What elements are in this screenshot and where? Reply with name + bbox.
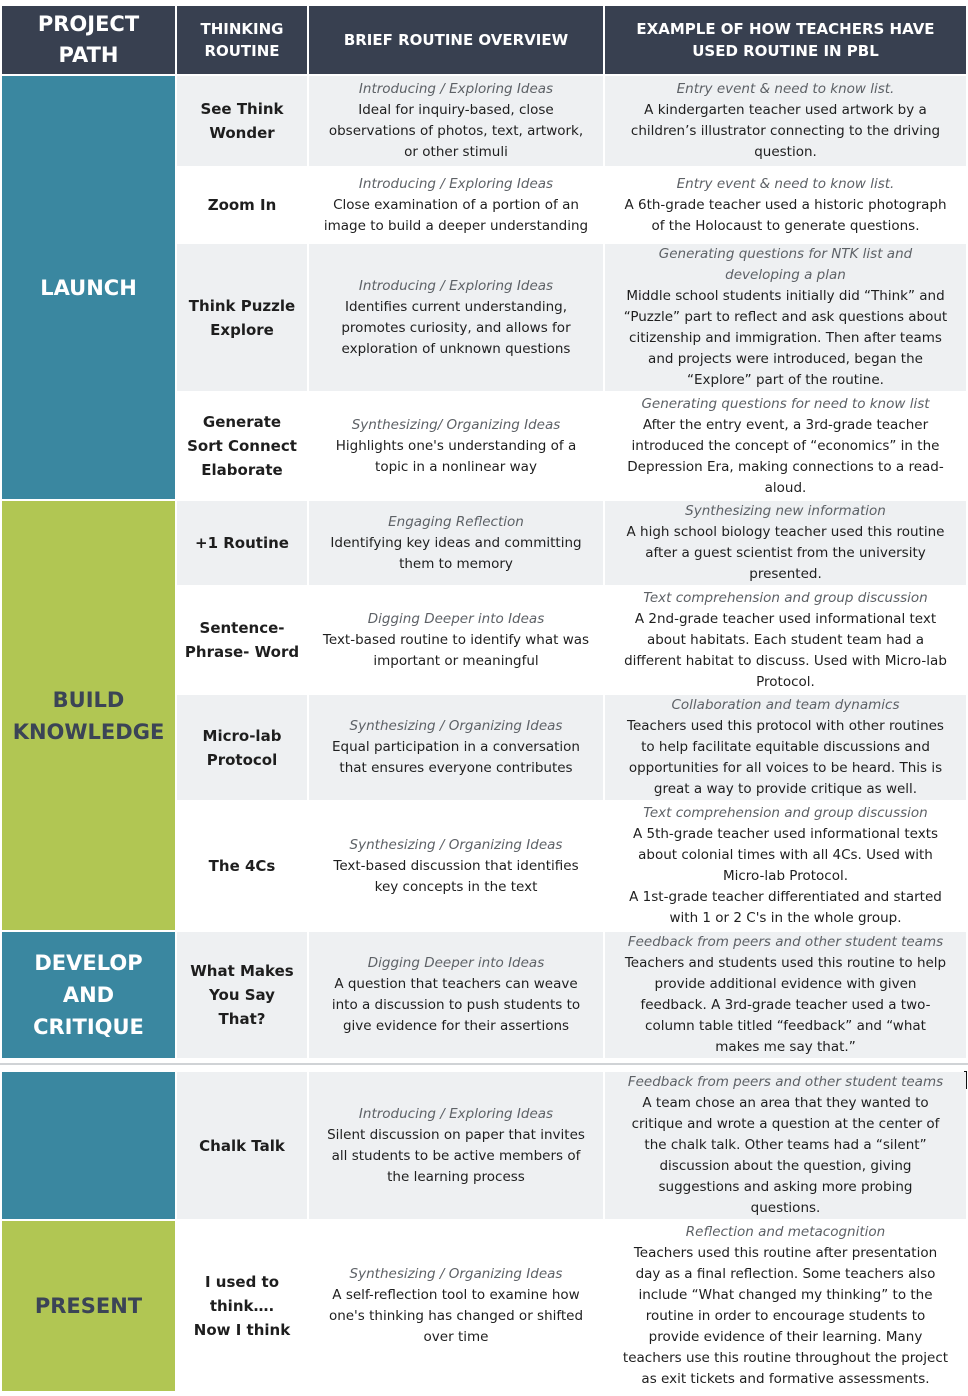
table-row bbox=[2, 1221, 966, 1391]
header-row bbox=[2, 6, 966, 74]
table-row bbox=[2, 1072, 966, 1219]
header-project-path: PROJECT PATH bbox=[2, 6, 175, 74]
routine-example: Entry event & need to know list. A 6th-grade teacher used a historic photograph of the Holocaust to generate questions. bbox=[605, 168, 966, 242]
routine-example: Feedback from peers and other student teams A team chose an area that they wanted to critique and wrote a question at the center of the chalk talk. Other teams had a “silent” discussion about the question, giving suggestions and asking more probing questions. bbox=[605, 1072, 966, 1219]
phase-present: PRESENT bbox=[2, 1221, 175, 1391]
routine-name: Chalk Talk bbox=[177, 1072, 307, 1219]
routine-name: Zoom In bbox=[177, 168, 307, 242]
routine-name: Sentence- Phrase- Word bbox=[177, 587, 307, 693]
pbl-routines-table-bottom bbox=[0, 1070, 968, 1393]
routine-example: Text comprehension and group discussion A 2nd-grade teacher used informational text about habitats. Each student team had a different habitat to discuss. Used with Micro-lab Protocol. bbox=[605, 587, 966, 693]
routine-name: Think Puzzle Explore bbox=[177, 244, 307, 391]
routine-name: Micro-lab Protocol bbox=[177, 695, 307, 800]
routine-example: Entry event & need to know list. A kindergarten teacher used artwork by a children’s illustrator connecting to the driving question. bbox=[605, 76, 966, 166]
routine-name: +1 Routine bbox=[177, 501, 307, 585]
routine-overview: Engaging Reflection Identifying key ideas and committing them to memory bbox=[309, 501, 603, 585]
routine-example: Feedback from peers and other student teams Teachers and students used this routine to help provide additional evidence with given feedback. A 3rd-grade teacher used a two- column table titled “feedback” and “what makes me say that.” bbox=[605, 932, 966, 1058]
routine-overview: Introducing / Exploring Ideas Silent discussion on paper that invites all students to be active members of the learning process bbox=[309, 1072, 603, 1219]
routine-overview: Synthesizing / Organizing Ideas A self-reflection tool to examine how one's thinking has changed or shifted over time bbox=[309, 1221, 603, 1391]
routine-overview: Introducing / Exploring Ideas Identifies current understanding, promotes curiosity, and allows for exploration of unknown questions bbox=[309, 244, 603, 391]
phase-launch: LAUNCH bbox=[2, 76, 175, 499]
page-break-divider bbox=[0, 1063, 968, 1065]
table-row bbox=[2, 76, 966, 166]
routine-name: I used to think…. Now I think bbox=[177, 1221, 307, 1391]
phase-present-continued bbox=[2, 1072, 175, 1219]
routine-example: Synthesizing new information A high school biology teacher used this routine after a guest scientist from the university presented. bbox=[605, 501, 966, 585]
routine-example: Generating questions for need to know list After the entry event, a 3rd-grade teacher introduced the concept of “economics” in the Depression Era, making connections to a read- aloud. bbox=[605, 393, 966, 499]
routine-overview: Digging Deeper into Ideas Text-based routine to identify what was important or meaningful bbox=[309, 587, 603, 693]
routine-overview: Digging Deeper into Ideas A question that teachers can weave into a discussion to push students to give evidence for their assertions bbox=[309, 932, 603, 1058]
routine-overview: Introducing / Exploring Ideas Ideal for inquiry-based, close observations of photos, text, artwork, or other stimuli bbox=[309, 76, 603, 166]
phase-build-knowledge: BUILD KNOWLEDGE bbox=[2, 501, 175, 930]
routine-overview: Introducing / Exploring Ideas Close examination of a portion of an image to build a deeper understanding bbox=[309, 168, 603, 242]
table-row bbox=[2, 932, 966, 1058]
routine-overview: Synthesizing / Organizing Ideas Text-based discussion that identifies key concepts in the text bbox=[309, 802, 603, 930]
routine-name: The 4Cs bbox=[177, 802, 307, 930]
routine-overview: Synthesizing / Organizing Ideas Equal participation in a conversation that ensures everyone contributes bbox=[309, 695, 603, 800]
header-overview: BRIEF ROUTINE OVERVIEW bbox=[309, 6, 603, 74]
routine-name: What Makes You Say That? bbox=[177, 932, 307, 1058]
table-row bbox=[2, 501, 966, 585]
header-thinking-routine: THINKING ROUTINE bbox=[177, 6, 307, 74]
routine-example: Reflection and metacognition Teachers used this routine after presentation day as a final reflection. Some teachers also include “What changed my thinking” to the routine in order to encourage students to provide evidence of their learning. Many teachers use this routine throughout the project as exit tickets and formative assessments. bbox=[605, 1221, 966, 1391]
routine-example: Generating questions for NTK list and developing a plan Middle school students initially did “Think” and “Puzzle” part to reflect and ask questions about citizenship and immigration. Then after teams and projects were introduced, began the “Explore” part of the routine. bbox=[605, 244, 966, 391]
routine-overview: Synthesizing/ Organizing Ideas Highlights one's understanding of a topic in a nonlinear way bbox=[309, 393, 603, 499]
routine-name: Generate Sort Connect Elaborate bbox=[177, 393, 307, 499]
routine-example: Text comprehension and group discussion A 5th-grade teacher used informational texts about colonial times with all 4Cs. Used with Micro-lab Protocol. A 1st-grade teacher differentiated and started with 1 or 2 C's in the whole group. bbox=[605, 802, 966, 930]
routine-example: Collaboration and team dynamics Teachers used this protocol with other routines to help facilitate equitable discussions and opportunities for all voices to be heard. This is great a way to provide critique as well. bbox=[605, 695, 966, 800]
phase-develop-critique: DEVELOP AND CRITIQUE bbox=[2, 932, 175, 1058]
header-example: EXAMPLE OF HOW TEACHERS HAVE USED ROUTINE IN PBL bbox=[605, 6, 966, 74]
routine-name: See Think Wonder bbox=[177, 76, 307, 166]
pbl-routines-table-top bbox=[0, 4, 968, 1060]
